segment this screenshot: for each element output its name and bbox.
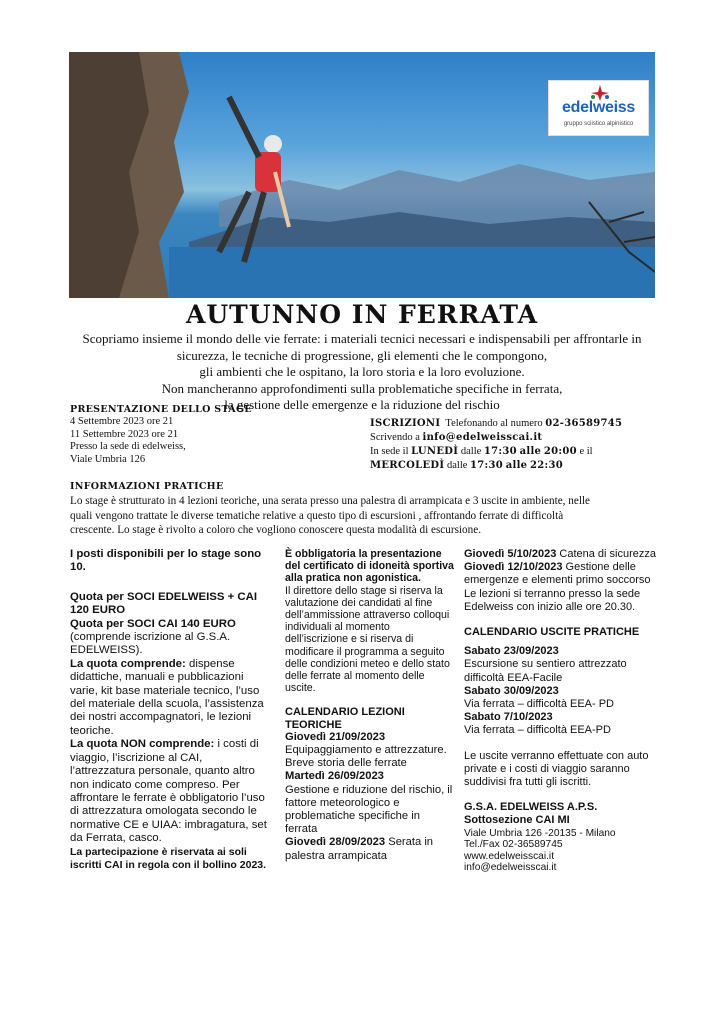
time-monday-end: 20:00 [543, 446, 577, 457]
lesson-text: Serata in palestra arrampicata [285, 836, 434, 862]
time-monday-start: 17:30 [483, 446, 517, 457]
org-email-link[interactable]: info@edelweisscai.it [464, 862, 557, 874]
info-heading: INFORMAZIONI PRATICHE [70, 481, 224, 492]
org-tel: Tel./Fax 02-36589745 [464, 839, 563, 851]
org-address: Viale Umbria 126 -20135 - Milano [464, 827, 616, 839]
presentation-line: 4 Settembre 2023 ore 21 [70, 416, 174, 428]
outing-text: Escursione su sentiero attrezzato difficoltà EEA-Facile [464, 658, 627, 684]
posti-text: I posti disponibili per lo stage sono 10. [70, 548, 262, 574]
info-line: crescente. Lo stage è rivolto a coloro che vogliono conoscere questa modalità di escursione. [70, 524, 481, 537]
partecipazione-text: La partecipazione è riservata ai soli iscritti CAI in regola con il bollino 2023. [70, 845, 267, 871]
outing-text: Via ferrata – difficoltà EEA- PD [464, 698, 614, 711]
to-label: alle [505, 460, 528, 471]
outing-date: Sabato 23/09/2023 [464, 645, 559, 658]
email-label: Scrivendo a [370, 432, 420, 443]
outing-date: Sabato 7/10/2023 [464, 711, 553, 724]
from-label: dalle [447, 460, 468, 471]
calendar-lessons-heading: CALENDARIO LEZIONI TEORICHE [285, 706, 405, 731]
info-section [70, 480, 670, 538]
intro-line: gli ambienti che le ospitano, la loro storia e la loro evoluzione. [199, 364, 525, 380]
org-sub: Sottosezione CAI MI [464, 814, 570, 827]
iscrizioni-section [370, 417, 670, 473]
comprende-text: dispense didattiche, manuali e pubblicazioni varie, kit base materiale tecnico, l’uso del materiale della scuola, l’assistenza dei nostri accompagnatori, le lezioni teoriche. [70, 657, 264, 737]
presentation-heading: PRESENTAZIONE DELLO STAGE [70, 404, 252, 415]
lesson-text: Equipaggiamento e attrezzature. Breve storia delle ferrate [285, 744, 447, 770]
lesson-text: Gestione e riduzione del rischio, il fattore meteorologico e problematiche specifiche in ferrata [285, 783, 453, 836]
calendar-outings-heading: CALENDARIO USCITE PRATICHE [464, 626, 640, 639]
logo-word: edelweiss [562, 99, 635, 116]
edelweiss-logo [548, 80, 649, 136]
column-lessons [285, 548, 455, 863]
iscrizioni-heading: ISCRIZIONI [370, 418, 441, 429]
time-wednesday-end: 22:30 [529, 460, 563, 471]
logo-subtitle: gruppo sciistico alpinistico [563, 121, 634, 127]
column-prices [70, 548, 270, 872]
info-line: quali vengono trattate le diverse tematiche relative a questo tipo di escursioni , affrontando ferrate di difficoltà [70, 509, 564, 522]
page-title: AUTUNNO IN FERRATA [185, 300, 539, 329]
lesson-text: Gestione delle emergenze e elementi primo soccorso [464, 561, 651, 587]
lesson-date: Giovedì 21/09/2023 [285, 730, 386, 743]
day-wednesday: MERCOLEDÌ [370, 460, 445, 471]
lesson-date: Giovedì 12/10/2023 [464, 561, 563, 574]
intro-text [60, 331, 664, 414]
from-label: dalle [460, 446, 482, 457]
comprende-label: La quota comprende: [70, 657, 186, 670]
org-name: G.S.A. EDELWEISS A.P.S. [464, 801, 598, 814]
quota-edelweiss: Quota per SOCI EDELWEISS + CAI 120 EURO [70, 590, 258, 617]
presentation-line: 11 Settembre 2023 ore 21 [70, 428, 179, 440]
presentation-section [70, 404, 350, 466]
column-schedule [464, 548, 664, 874]
lesson-date: Giovedì 28/09/2023 [285, 836, 386, 849]
time-wednesday-start: 17:30 [470, 460, 504, 471]
intro-line: Scopriamo insieme il mondo delle vie ferrate: i materiali tecnici necessari e indispensabili per affrontarle in [82, 331, 642, 346]
phone-label: Telefonando al numero [445, 418, 543, 429]
intro-line: Non mancheranno approfondimenti sulla problematiche specifiche in ferrata, [161, 380, 563, 396]
sede-note: Le lezioni si terranno presso la sede Edelweiss con inizio alle ore 20.30. [464, 587, 641, 613]
quota-note: (comprende iscrizione al G.S.A. EDELWEISS). [70, 631, 231, 657]
intro-line: la gestione delle emergenze e la riduzione del rischio [224, 397, 500, 413]
viaggio-text: Le uscite verranno effettuate con auto private e i costi di viaggio saranno suddivisi fra tutti gli iscritti. [464, 749, 649, 789]
sede-label: In sede il [370, 446, 409, 457]
direttore-text: Il direttore dello stage si riserva la valutazione dei candidati al fine dell’ammissione attraverso colloqui individuali al momento dell’iscrizione e si riserva di modificare il programma a seguito delle condizioni meteo e dello stato delle ferrate al momento delle uscite. [285, 584, 450, 695]
quota-cai: Quota per SOCI CAI 140 EURO [70, 617, 236, 630]
lesson-date: Giovedì 5/10/2023 [464, 548, 557, 560]
and-label: e il [579, 446, 593, 457]
day-monday: LUNEDÌ [411, 446, 459, 457]
intro-line: sicurezza, le tecniche di progressione, gli elementi che le compongono, [176, 347, 548, 363]
lesson-date: Martedì 26/09/2023 [285, 770, 384, 783]
to-label: alle [519, 446, 542, 457]
presentation-line: Presso la sede di edelweiss, [70, 441, 186, 453]
non-comprende-text: i costi di viaggio, l’iscrizione al CAI, l’attrezzatura personale, quanto altro non indicato come compreso. Per affrontare le ferrate è obbligatorio l’uso di attrezzatura omologata secondo le normative CE e UIAA: imbragatura, set da Ferrata, casco. [70, 738, 267, 845]
outing-date: Sabato 30/09/2023 [464, 684, 559, 697]
non-comprende-label: La quota NON comprende: [70, 738, 215, 751]
phone-number[interactable]: 02-36589745 [545, 418, 623, 429]
presentation-line: Viale Umbria 126 [70, 453, 146, 465]
outing-text: Via ferrata – difficoltà EEA-PD [464, 724, 611, 737]
org-web-link[interactable]: www.edelweisscai.it [464, 850, 555, 862]
certificato-text: È obbligatoria la presentazione del certificato di idoneità sportiva alla pratica non agonistica. [285, 548, 454, 585]
email-link[interactable]: info@edelweisscai.it [422, 432, 543, 443]
info-line: Lo stage è strutturato in 4 lezioni teoriche, una serata presso una palestra di arrampicata e 3 uscite in ambiente, nelle [70, 495, 591, 508]
lesson-text: Catena di sicurezza [559, 548, 657, 560]
